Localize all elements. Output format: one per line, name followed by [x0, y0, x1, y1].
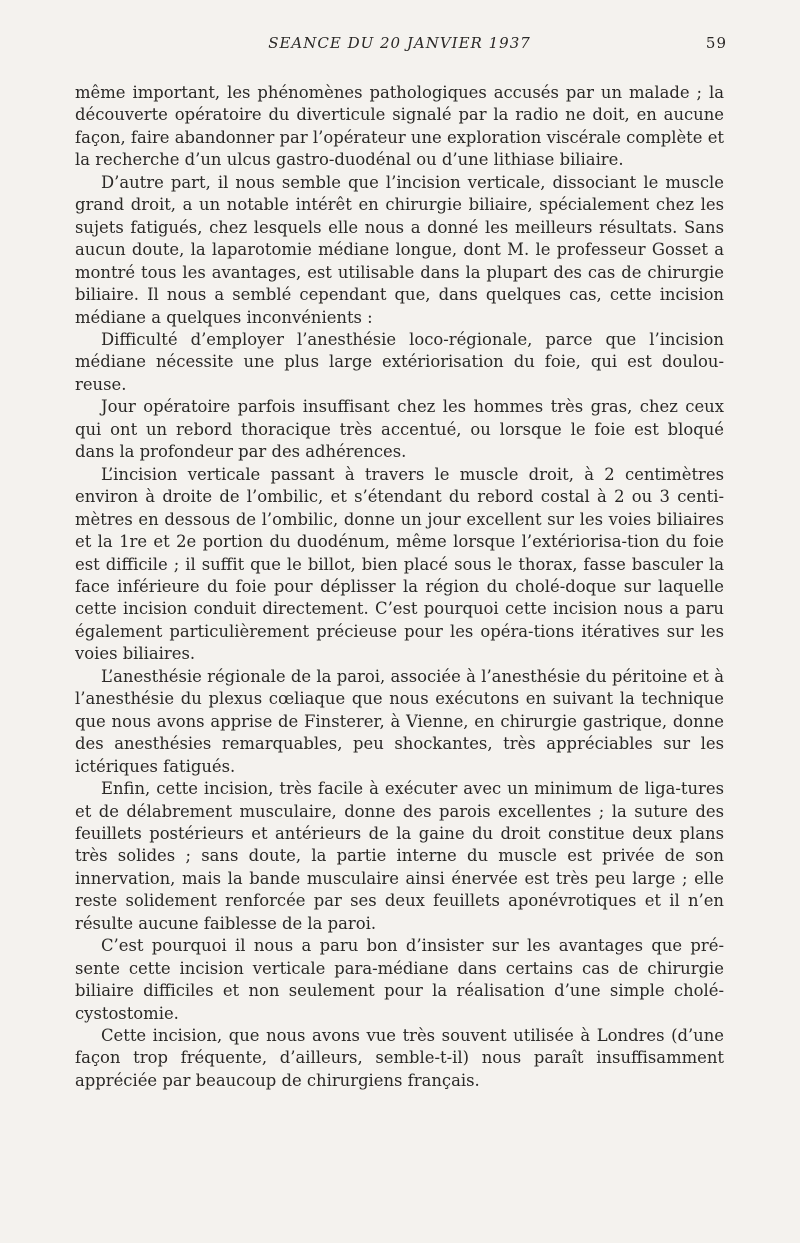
paragraph: Cette incision, que nous avons vue très souvent utilisée à Londres (d’une façon trop fréquente, d’ailleurs, semble-t-il) nous paraît insuffisamment appréciée par beaucoup de chirurgiens français.: [75, 1026, 724, 1090]
paragraph: L’incision verticale passant à travers le muscle droit, à 2 centimètres environ à droite de l’ombilic, et s’étendant du rebord costal à 2 ou 3 centi-mètres en dessous de l’ombilic, donne un jour excellent sur les voies biliaires et la 1re et 2e portion du duodénum, même lorsque l’extériorisa-tion du foie est difficile ; il suffit que le billot, bien placé sous le thorax, fasse basculer la face inférieure du foie pour déplisser la région du cholé-doque sur laquelle cette incision conduit directement. C’est pourquoi cette incision nous a paru également particulièrement précieuse pour les opéra-tions itératives sur les voies biliaires.: [75, 464, 724, 664]
paragraph: Jour opératoire parfois insuffisant chez les hommes très gras, chez ceux qui ont un rebord thoracique très accentué, ou lorsque le foie est bloqué dans la profondeur par des adhérences.: [75, 397, 724, 462]
paragraph: même important, les phénomènes pathologiques accusés par un malade ; la découverte opératoire du diverticule signalé par la radio ne doit, en aucune façon, faire abandonner par l’opérateur une exploration viscérale complète et la recherche d’un ulcus gastro-duodénal ou d’une lithiase biliaire.: [75, 83, 724, 170]
document-page: [75, 34, 727, 1092]
running-title: SEANCE DU 20 JANVIER 1937: [268, 34, 531, 52]
paragraph: L’anesthésie régionale de la paroi, associée à l’anesthésie du péritoine et à l’anesthésie du plexus cœliaque que nous exécutons en suivant la technique que nous avons apprise de Finsterer, à Vienne, en chirurgie gastrique, donne des anesthésies remarquables, peu shockantes, très appréciables sur les ictériques fatigués.: [75, 666, 724, 776]
paragraph: Difficulté d’employer l’anesthésie loco-régionale, parce que l’incision médiane nécessite une plus large extériorisation du foie, qui est doulou-reuse.: [75, 329, 724, 394]
page-header: [75, 34, 727, 58]
body-text: [75, 82, 724, 1092]
page-number: 59: [705, 34, 727, 52]
paragraph: D’autre part, il nous semble que l’incision verticale, dissociant le muscle grand droit, a un notable intérêt en chirurgie biliaire, spécialement chez les sujets fatigués, chez lesquels elle nous a donné les meilleurs résultats. Sans aucun doute, la laparotomie médiane longue, dont M. le professeur Gosset a montré tous les avantages, est utilisable dans la plupart des cas de chirurgie biliaire. Il nous a semblé cependant que, dans quelques cas, cette incision médiane a quelques inconvénients :: [75, 172, 724, 327]
paragraph: Enfin, cette incision, très facile à exécuter avec un minimum de liga-tures et de délabrement musculaire, donne des parois excellentes ; la suture des feuillets postérieurs et antérieurs de la gaine du droit constitue deux plans très solides ; sans doute, la partie interne du muscle est privée de son innervation, mais la bande musculaire ainsi énervée est très peu large ; elle reste solidement renforcée par ses deux feuillets aponévrotiques et il n’en résulte aucune faiblesse de la paroi.: [75, 779, 724, 933]
paragraph: C’est pourquoi il nous a paru bon d’insister sur les avantages que pré-sente cette incision verticale para-médiane dans certains cas de chirurgie biliaire difficiles et non seulement pour la réalisation d’une simple cholé-cystostomie.: [75, 936, 724, 1023]
